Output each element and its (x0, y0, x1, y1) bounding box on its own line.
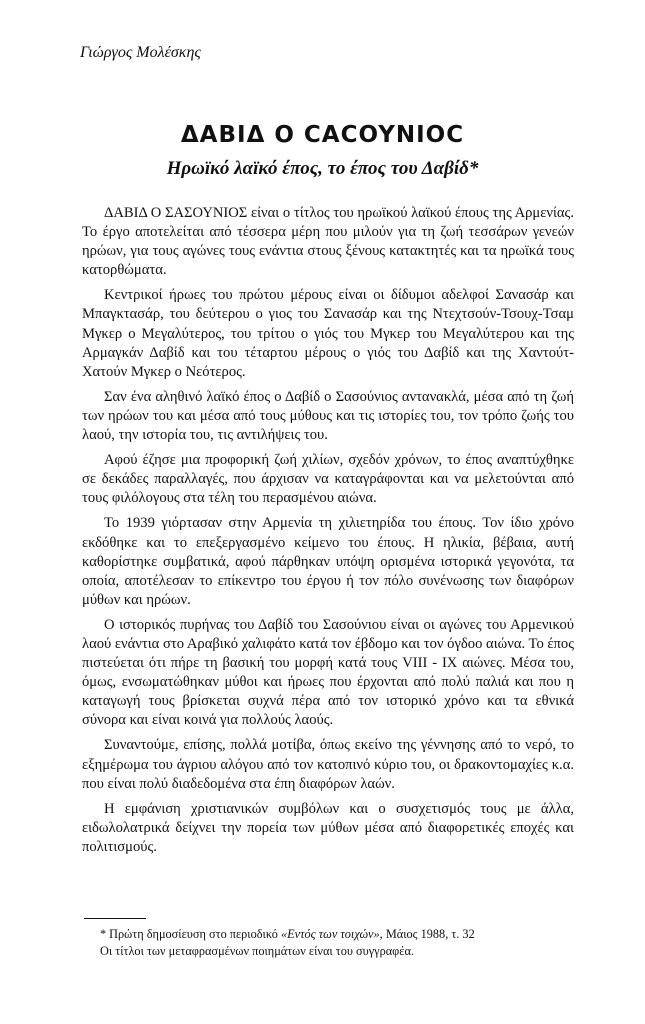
running-head-author: Γιώργος Μολέσκης (80, 44, 201, 61)
paragraph: Το 1939 γιόρτασαν στην Αρμενία τη χιλιετηρίδα του έπους. Τον ίδιο χρόνο εκδόθηκε και το επεξεργασμένο κείμενο του έπους. Η ηλικία, βέβαια, αυτή καθορίστηκε συμβατικά, αφού πάρθηκαν υπόψη ορισμένα ιστορικά γεγονότα, τα οποία, αποτέλεσαν το επίκεντρο του έργου ή τον πόλο συνένωσης των διαφόρων μύθων και ηρώων. (82, 515, 574, 608)
paragraph: Συναντούμε, επίσης, πολλά μοτίβα, όπως εκείνο της γέννησης από το νερό, το εξημέρωμα του άγριου αλόγου από τον κατοπινό κύριο του, οι δρακοντομαχίες κ.α. που είναι πολύ διαδεδομένα στα έπη διαφόρων λαών. (82, 737, 574, 792)
paragraph: Αφού έζησε μια προφορική ζωή χιλίων, σχεδόν χρόνων, το έπος αναπτύχθηκε σε δεκάδες παραλλαγές, που άρχισαν να καταγράφονται και να μελετούνται από τους φιλόλογους στα τέλη του περασμένου αιώνα. (82, 452, 574, 507)
footnote-1 (100, 926, 570, 943)
footnotes (100, 926, 570, 960)
footnote-issue: , Μάιος 1988, τ. 32 (379, 927, 475, 941)
footnote-divider (84, 918, 146, 919)
paragraph: Η εμφάνιση χριστιανικών συμβόλων και ο συσχετισμός τους με άλλα, ειδωλολατρικά δείχνει την πορεία των μύθων μέσα από διαφορετικές εποχές και πολιτισμούς. (82, 800, 574, 855)
footnote-2: Οι τίτλοι των μεταφρασμένων ποιημάτων είναι του συγγραφέα. (100, 944, 414, 958)
footnote-journal-title: «Εντός των τοιχών» (281, 927, 380, 941)
chapter-title: ΔΑΒΙΔ Ο CACOYNIOC (180, 122, 465, 148)
paragraph: ΔΑΒΙΔ Ο ΣΑΣΟΥΝΙΟΣ είναι ο τίτλος του ηρωϊκού λαϊκού έπους της Αρμενίας. Το έργο αποτελείται από τέσσερα μέρη που μιλούν για τη ζωή τεσσάρων γενεών ηρώων, για τους αγώνες τους ενάντια στους ξένους κατακτητές και τα ηρωϊκά τους κατορθώματα. (82, 205, 574, 279)
paragraph: Σαν ένα αληθινό λαϊκό έπος ο Δαβίδ ο Σασούνιος αντανακλά, μέσα από τη ζωή των ηρώων του και μέσα από τους μύθους και τις ιστορίες του, τον τρόπο ζωής του λαού, την ιστορία του, τις αντιλήψεις του. (82, 388, 574, 444)
footnote-text: Πρώτη δημοσίευση στο περιοδικό (109, 927, 282, 941)
chapter-subtitle: Ηρωϊκό λαϊκό έπος, το έπος του Δαβίδ* (166, 158, 479, 179)
footnote-mark: * (100, 927, 107, 941)
body-text (82, 204, 574, 857)
paragraph: Κεντρικοί ήρωες του πρώτου μέρους είναι οι δίδυμοι αδελφοί Σανασάρ και Μπαγκτασάρ, του δεύτερου ο γιος του Σανασάρ και της Ντεχτσούν-Τσουχ-Τσαμ Μγκερ ο Μεγαλύτερος, του τρίτου ο γιός του Μγκερ του Μεγαλύτερου και της Αρμαγκάν Δαβίδ και του τέταρτου μέρους ο γιός του Δαβίδ και της Χαντούτ-Χατούν Μγκερ ο Νεότερος. (82, 287, 574, 380)
paragraph: Ο ιστορικός πυρήνας του Δαβίδ του Σασούνιου είναι οι αγώνες του Αρμενικού λαού ενάντια στο Αραβικό χαλιφάτο κατά τον έβδομο και τον όγδοο αιώνα. Το έπος πιστεύεται ότι πήρε τη βασική του μορφή κατά τους VIII - IX αιώνες. Μέσα του, όμως, ενσωματώθηκαν μύθοι και ήρωες που έρχονται από πολύ παλιά και που η καταγωγή τους βρίσκεται συχνά πέρα από τον ιστορικό χρόνο και τα εθνικά σύνορα και είναι κοινά για πολλούς λαούς. (82, 616, 574, 729)
